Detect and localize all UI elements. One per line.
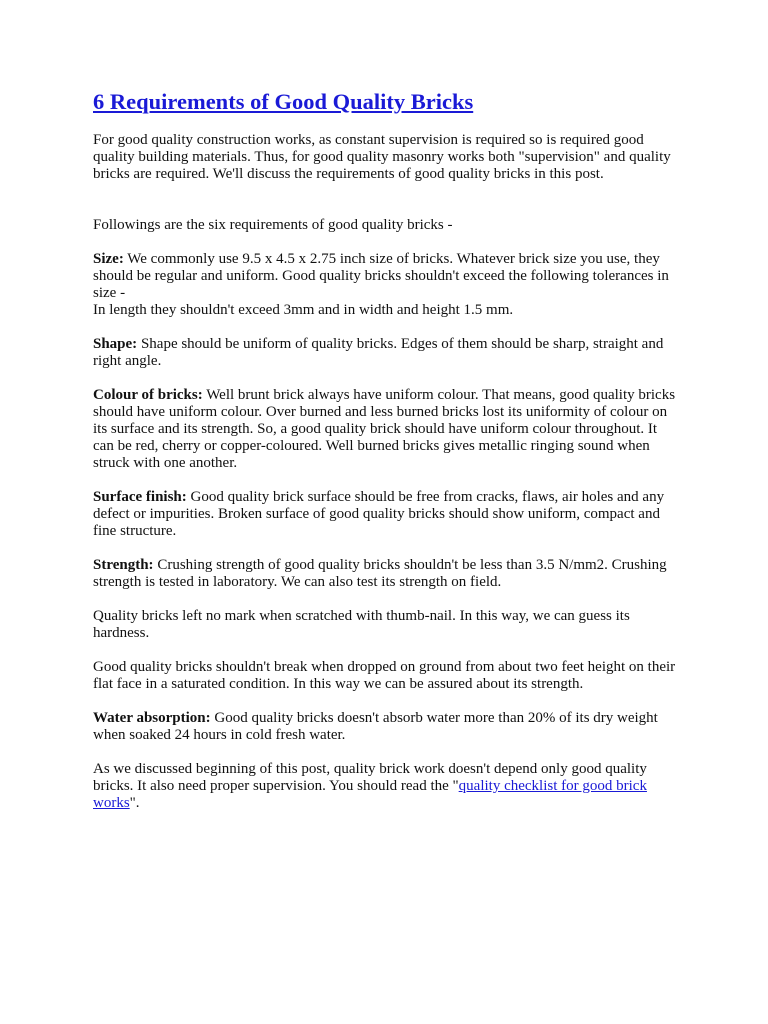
closing-paragraph xyxy=(93,761,678,812)
water-paragraph xyxy=(93,710,678,744)
shape-paragraph xyxy=(93,336,678,370)
drop-test-paragraph: Good quality bricks shouldn't break when dropped on ground from about two feet height on their flat face in a saturated condition. In this way we can be assured about its strength. xyxy=(93,659,676,692)
size-text: We commonly use 9.5 x 4.5 x 2.75 inch size of bricks. Whatever brick size you use, they should be regular and uniform. Good quality bricks shouldn't exceed the following tolerances in size - xyxy=(93,251,669,301)
size-label: Size: xyxy=(93,251,124,267)
shape-text: Shape should be uniform of quality bricks. Edges of them should be sharp, straight and right angle. xyxy=(93,336,664,369)
checklist-link[interactable]: quality checklist for good brick works xyxy=(93,778,647,811)
water-label: Water absorption: xyxy=(93,710,211,726)
shape-label: Shape: xyxy=(93,336,138,352)
lead-paragraph: Followings are the six requirements of good quality bricks - xyxy=(93,217,453,233)
strength-paragraph xyxy=(93,557,678,591)
intro-paragraph: For good quality construction works, as constant supervision is required so is required good quality building materials. Thus, for good quality masonry works both "supervision" and quality bricks are required. We'll discuss the requirements of good quality bricks in this post. xyxy=(93,132,671,182)
page-title xyxy=(93,88,678,116)
surface-text: Good quality brick surface should be free from cracks, flaws, air holes and any defect or impurities. Broken surface of good quality bricks should show uniform, compact and fine structure. xyxy=(93,489,665,539)
colour-text: Well brunt brick always have uniform colour. That means, good quality bricks should have uniform colour. Over burned and less burned bricks lost its uniformity of colour on its surface and its strength. So, a good quality brick should have uniform colour throughout. It can be red, cherry or copper-coloured. Well burned bricks gives metallic ringing sound when struck with one another. xyxy=(93,387,676,471)
water-text: Good quality bricks doesn't absorb water more than 20% of its dry weight when soaked 24 hours in cold fresh water. xyxy=(93,710,658,743)
colour-paragraph xyxy=(93,387,678,472)
strength-text: Crushing strength of good quality bricks shouldn't be less than 3.5 N/mm2. Crushing strength is tested in laboratory. We can also test its strength on field. xyxy=(93,557,667,590)
closing-text-after: ". xyxy=(129,795,140,811)
surface-paragraph xyxy=(93,489,678,540)
surface-label: Surface finish: xyxy=(93,489,187,505)
strength-label: Strength: xyxy=(93,557,154,573)
colour-label: Colour of bricks: xyxy=(93,387,203,403)
hardness-paragraph: Quality bricks left no mark when scratched with thumb-nail. In this way, we can guess its hardness. xyxy=(93,608,630,641)
title-link[interactable]: 6 Requirements of Good Quality Bricks xyxy=(93,89,474,114)
size-paragraph xyxy=(93,251,678,319)
size-tolerance-text: In length they shouldn't exceed 3mm and in width and height 1.5 mm. xyxy=(93,302,514,318)
closing-text-before: As we discussed beginning of this post, quality brick work doesn't depend only good quality bricks. It also need proper supervision. You should read the " xyxy=(93,761,647,794)
